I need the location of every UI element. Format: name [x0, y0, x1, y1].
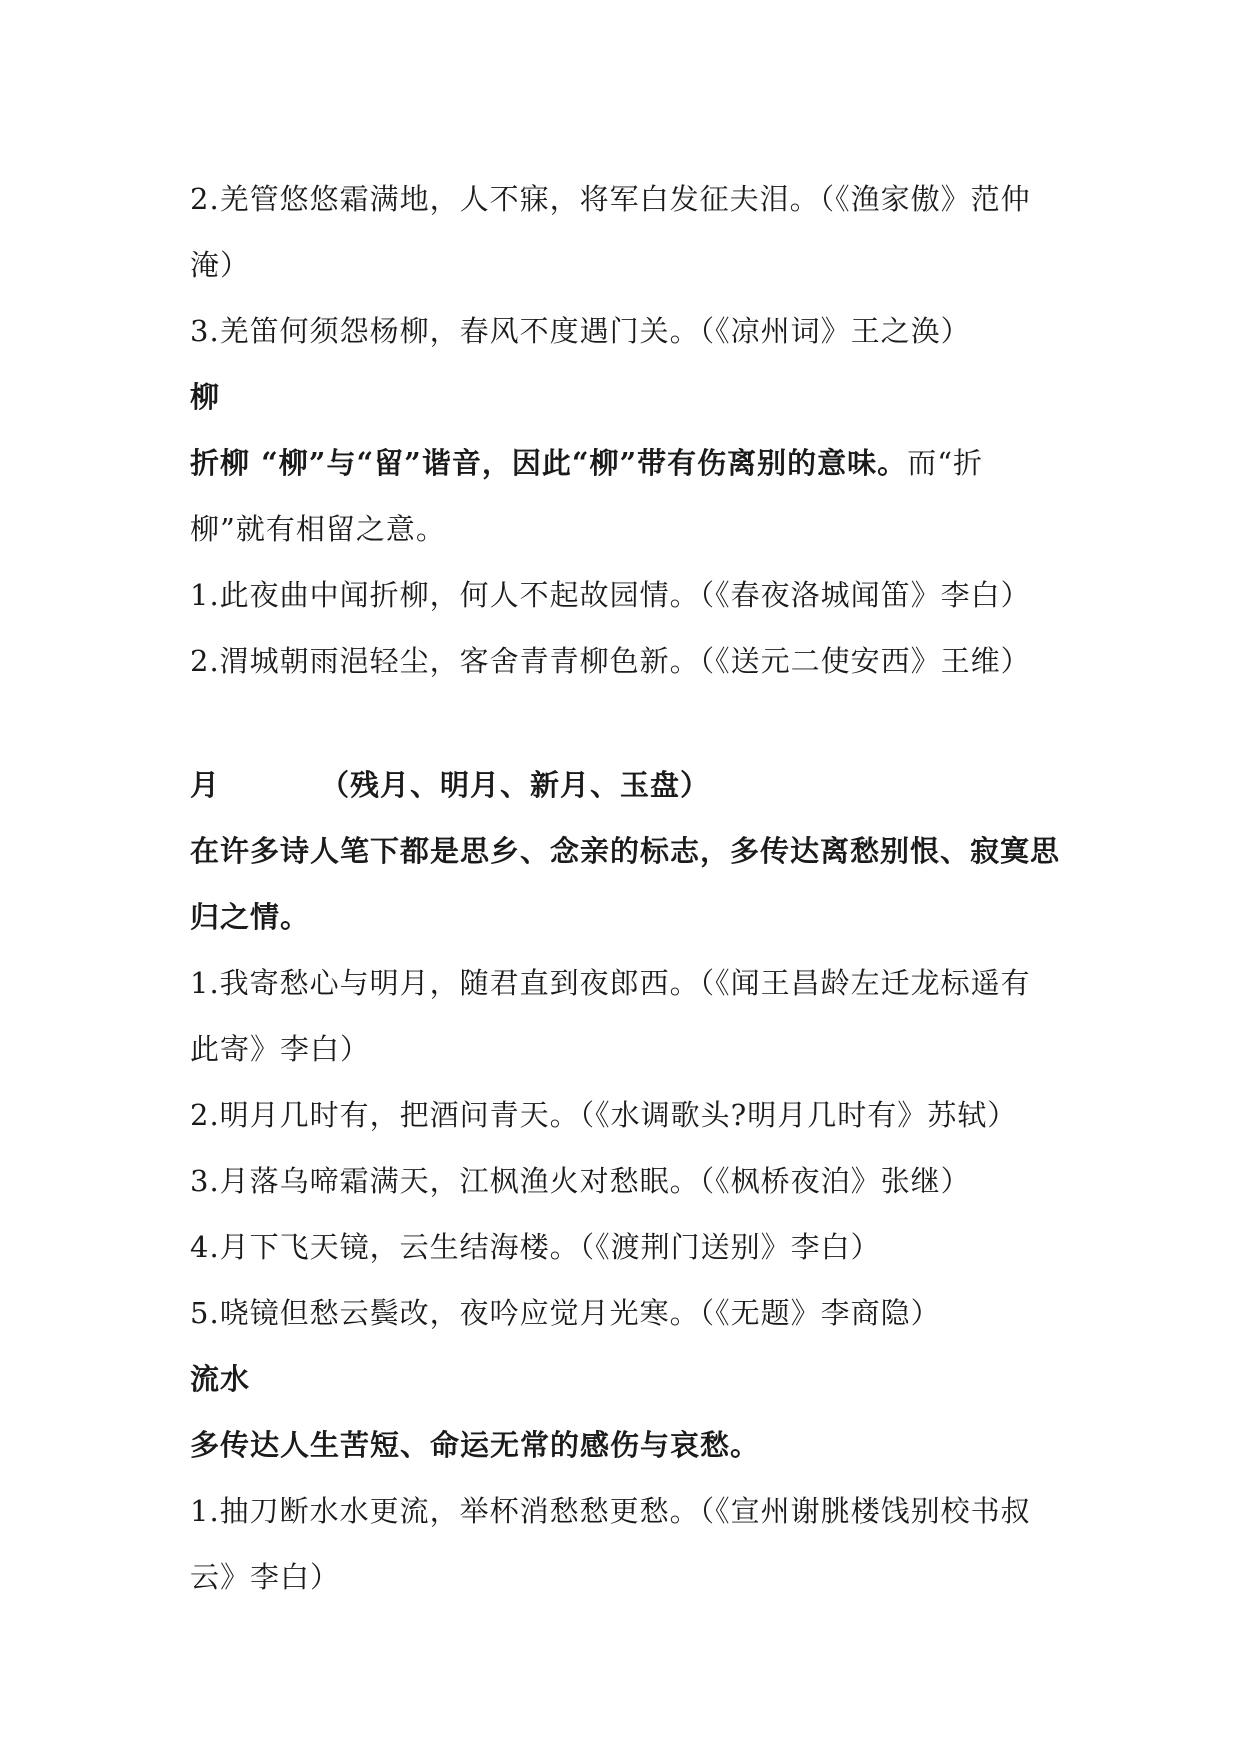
verse-line: 2.渭城朝雨浥轻尘，客舍青青柳色新。（《送元二使安西》王维）: [190, 644, 1031, 678]
verse-line: 4.月下飞天镜，云生结海楼。（《渡荆门送别》李白）: [190, 1230, 881, 1264]
section-desc-moon: 在许多诗人笔下都是思乡、念亲的标志，多传达离愁别恨、寂寞思: [190, 834, 1061, 868]
section-desc-water: 多传达人生苦短、命运无常的感伤与哀愁。: [190, 1428, 761, 1462]
verse-line: 淹）: [190, 248, 251, 282]
willow-desc-bold: 折柳 “柳”与“留”谐音，因此“柳”带有伤离别的意味。: [190, 446, 908, 480]
verse-line: 此寄》李白）: [190, 1032, 371, 1066]
section-title-water: 流水: [190, 1362, 251, 1396]
verse-line: 3.月落乌啼霜满天，江枫渔火对愁眠。（《枫桥夜泊》张继）: [190, 1164, 971, 1198]
moon-aliases: （残月、明月、新月、玉盘）: [320, 768, 711, 802]
verse-line: 1.抽刀断水水更流，举杯消愁愁更愁。（《宣州谢朓楼饯别校书叔: [190, 1494, 1031, 1528]
verse-line: 云》李白）: [190, 1560, 341, 1594]
document-page: [190, 166, 1070, 1610]
section-desc-willow: [190, 430, 1070, 496]
section-desc-willow-cont: 柳”就有相留之意。: [190, 512, 446, 546]
verse-line: 3.羌笛何须怨杨柳，春风不度遇门关。（《凉州词》王之涣）: [190, 314, 971, 348]
section-desc-moon-cont: 归之情。: [190, 900, 311, 934]
moon-title: 月: [190, 768, 221, 802]
willow-desc-normal: 而“折: [907, 446, 984, 480]
verse-line: 5.哓镜但愁云鬓改，夜吟应觉月光寒。（《无题》李商隐）: [190, 1296, 941, 1330]
verse-line: 2.明月几时有，把酒问青天。（《水调歌头?明月几时有》苏轼）: [190, 1098, 1018, 1132]
section-title-willow: 柳: [190, 380, 221, 414]
section-title-moon: [190, 752, 1070, 818]
verse-line: 2.羌管悠悠霜满地，人不寐，将军白发征夫泪。（《渔家傲》范仲: [190, 182, 1031, 216]
verse-line: 1.此夜曲中闻折柳，何人不起故园情。（《春夜洛城闻笛》李白）: [190, 578, 1031, 612]
verse-line: 1.我寄愁心与明月，随君直到夜郎西。（《闻王昌龄左迁龙标遥有: [190, 966, 1031, 1000]
section-spacer: [190, 694, 1070, 752]
